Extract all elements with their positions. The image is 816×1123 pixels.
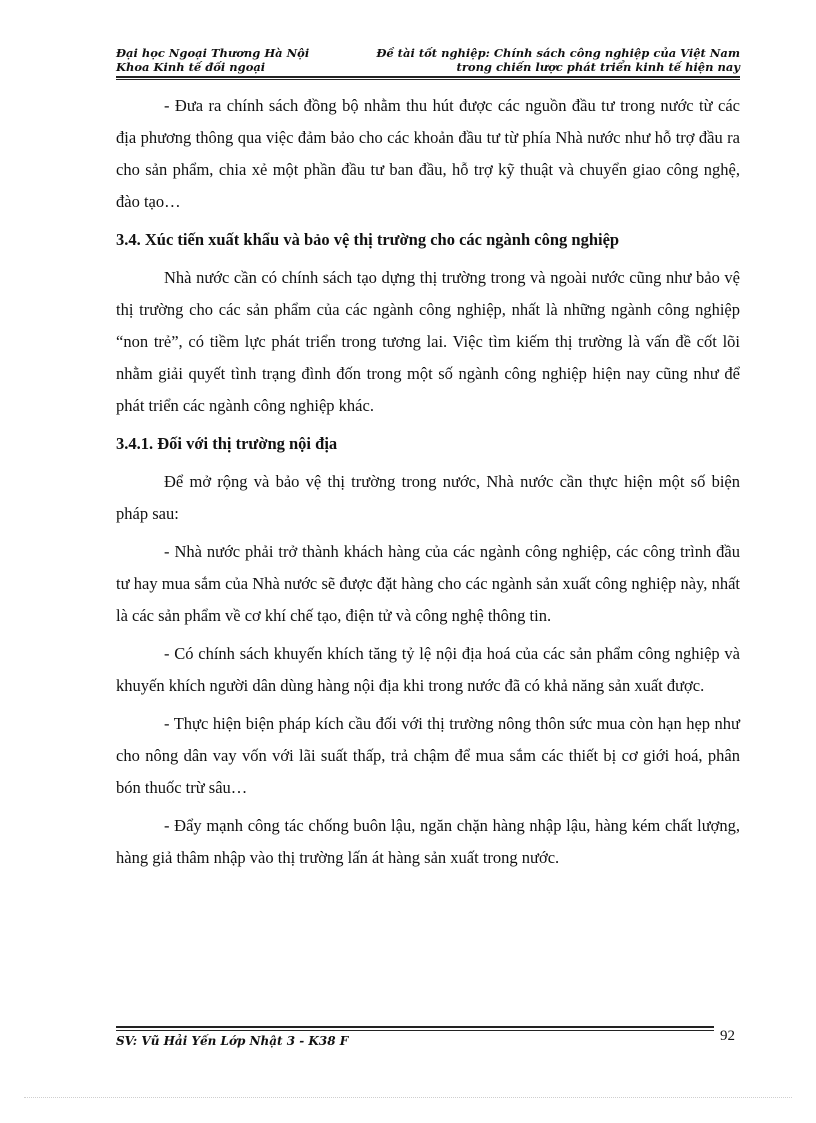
footer-rule (116, 1026, 714, 1028)
page-edge-dotted-line (24, 1097, 792, 1098)
header-university: Đại học Ngoại Thương Hà Nội (116, 46, 310, 60)
paragraph: - Đưa ra chính sách đồng bộ nhằm thu hút được các nguồn đầu tư trong nước từ các địa phương thông qua việc đảm bảo cho các khoản đầu tư từ phía Nhà nước như hỗ trợ đầu ra cho sản phẩm, chia xẻ một phần đầu tư ban đầu, hỗ trợ kỹ thuật và chuyển giao công nghệ, đào tạo… (116, 96, 740, 211)
header-thesis-subtitle: trong chiến lược phát triển kinh tế hiện nay (456, 60, 740, 74)
page-number: 92 (720, 1028, 735, 1044)
paragraph: Để mở rộng và bảo vệ thị trường trong nước, Nhà nước cần thực hiện một số biện pháp sau: (116, 472, 740, 523)
paragraph: - Có chính sách khuyến khích tăng tỷ lệ nội địa hoá của các sản phẩm công nghiệp và khuyến khích người dân dùng hàng nội địa khi trong nước đã có khả năng sản xuất được. (116, 644, 740, 695)
page-header (116, 46, 740, 78)
paragraph: - Thực hiện biện pháp kích cầu đối với thị trường nông thôn sức mua còn hạn hẹp như cho nông dân vay vốn với lãi suất thấp, trả chậm để mua sắm các thiết bị cơ giới hoá, phân bón thuốc trừ sâu… (116, 714, 740, 797)
header-thesis-title: Đề tài tốt nghiệp: Chính sách công nghiệp của Việt Nam (376, 46, 740, 60)
paragraph: Nhà nước cần có chính sách tạo dựng thị trường trong và ngoài nước cũng như bảo vệ thị trường cho các sản phẩm của các ngành công nghiệp, nhất là những ngành công nghiệp “non trẻ”, có tiềm lực phát triển trong tương lai. Việc tìm kiếm thị trường là vấn đề cốt lõi nhằm giải quyết tình trạng đình đốn trong một số ngành công nghiệp hiện nay cũng như để phát triển các ngành công nghiệp khác. (116, 268, 740, 415)
footer-author: SV: Vũ Hải Yến Lớp Nhật 3 - K38 F (116, 1034, 349, 1048)
subsection-heading: 3.4.1. Đối với thị trường nội địa (116, 434, 338, 453)
header-rule (116, 76, 740, 78)
header-left (116, 46, 309, 74)
header-faculty: Khoa Kinh tế đối ngoại (116, 60, 266, 74)
footer-rule-thin (116, 1030, 714, 1031)
paragraph: - Đẩy mạnh công tác chống buôn lậu, ngăn chặn hàng nhập lậu, hàng kém chất lượng, hàng giả thâm nhập vào thị trường lấn át hàng sản xuất trong nước. (116, 816, 740, 867)
body-content (116, 90, 740, 880)
section-heading: 3.4. Xúc tiến xuất khẩu và bảo vệ thị trường cho các ngành công nghiệp (116, 230, 620, 249)
header-right (376, 46, 740, 74)
paragraph: - Nhà nước phải trở thành khách hàng của các ngành công nghiệp, các công trình đầu tư hay mua sắm của Nhà nước sẽ được đặt hàng cho các ngành sản xuất công nghiệp này, nhất là các sản phẩm về cơ khí chế tạo, điện tử và công nghệ thông tin. (116, 542, 740, 625)
header-rule-thin (116, 79, 740, 80)
